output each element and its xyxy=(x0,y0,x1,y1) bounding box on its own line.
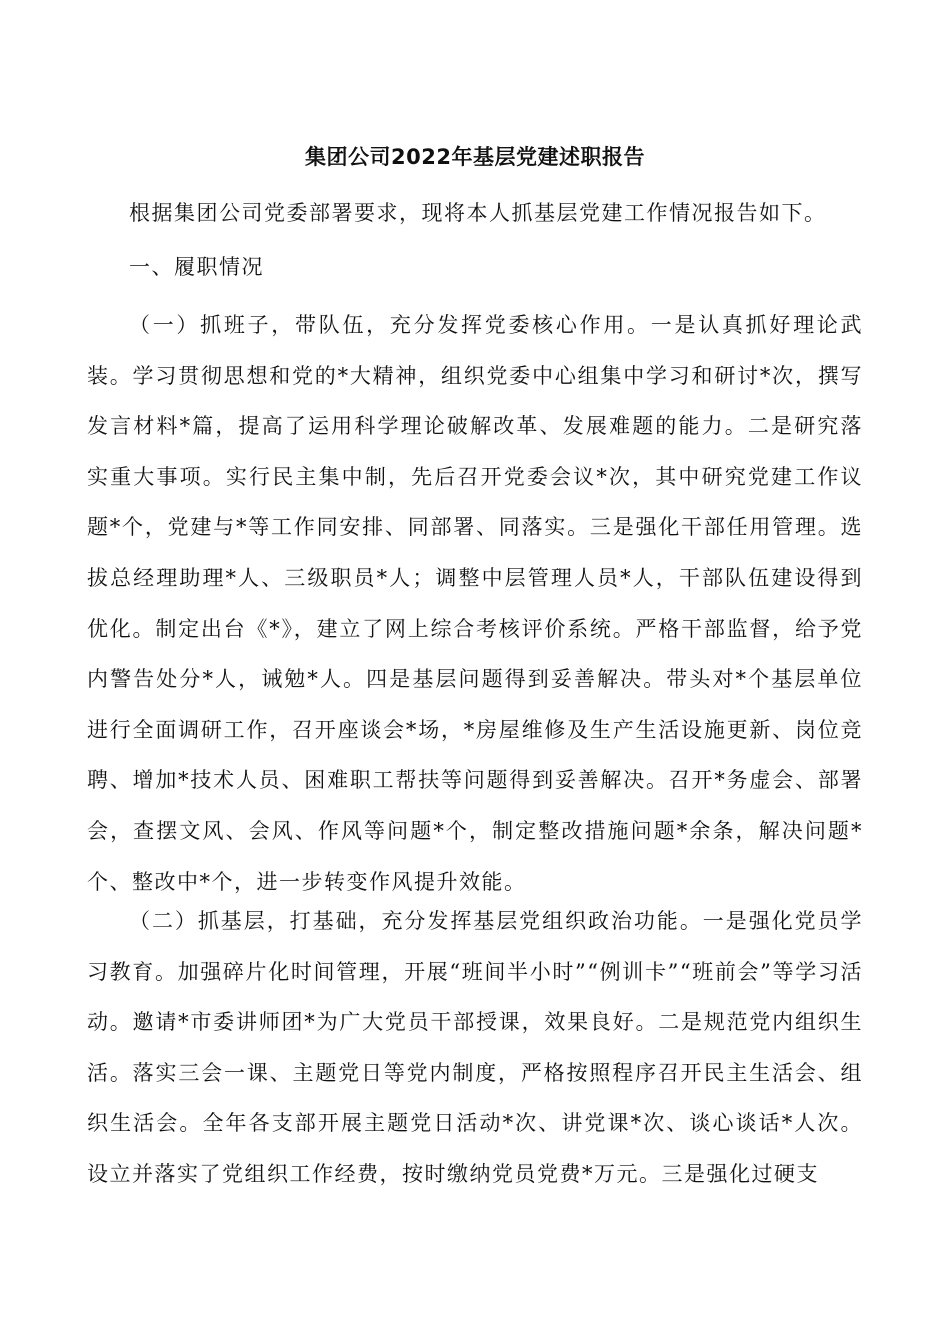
document-title: 集团公司2022年基层党建述职报告 xyxy=(305,145,645,169)
body-paragraph-1: （一）抓班子，带队伍，充分发挥党委核心作用。一是认真抓好理论武装。学习贯彻思想和党的*大精神，组织党委中心组集中学习和研讨*次，撰写发言材料*篇，提高了运用科学理论破解改革、发展难题的能力。二是研究落实重大事项。实行民主集中制，先后召开党委会议*次，其中研究党建工作议题*个，党建与*等工作同安排、同部署、同落实。三是强化干部任用管理。选拔总经理助理*人、三级职员*人；调整中层管理人员*人，干部队伍建设得到优化。制定出台《*》，建立了网上综合考核评价系统。严格干部监督，给予党内警告处分*人，诫勉*人。四是基层问题得到妥善解决。带头对*个基层单位进行全面调研工作，召开座谈会*场，*房屋维修及生产生活设施更新、岗位竞聘、增加*技术人员、困难职工帮扶等问题得到妥善解决。召开*务虚会、部署会，查摆文风、会风、作风等问题*个，制定整改措施问题*余条，解决问题*个、整改中*个，进一步转变作风提升效能。 xyxy=(87,313,863,894)
body-paragraph-2: （二）抓基层，打基础，充分发挥基层党组织政治功能。一是强化党员学习教育。加强碎片化时间管理，开展“班间半小时”“例训卡”“班前会”等学习活动。邀请*市委讲师团*为广大党员干部授课，效果良好。二是规范党内组织生活。落实三会一课、主题党日等党内制度，严格按照程序召开民主生活会、组织生活会。全年各支部开展主题党日活动*次、讲党课*次、谈心谈话*人次。设立并落实了党组织工作经费，按时缴纳党员党费*万元。三是强化过硬支 xyxy=(87,909,863,1186)
section-heading: 一、履职情况 xyxy=(129,255,264,279)
intro-paragraph: 根据集团公司党委部署要求，现将本人抓基层党建工作情况报告如下。 xyxy=(129,201,827,225)
